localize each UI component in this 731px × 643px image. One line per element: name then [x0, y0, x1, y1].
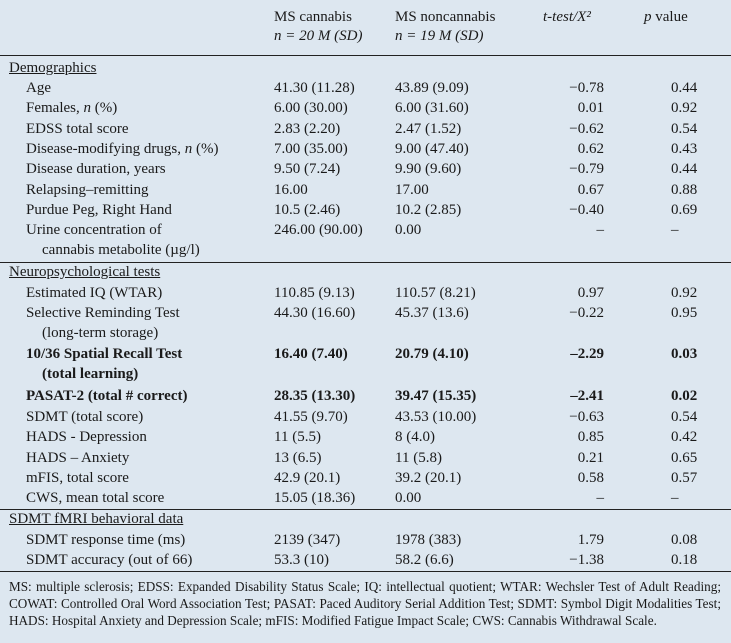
row-p-value: 0.18 — [671, 552, 698, 568]
row-label: Females, n (%) — [26, 100, 118, 116]
row-t-test: 0.01 — [577, 100, 604, 116]
header-ms-cannabis-n: n = 20 M (SD) — [274, 28, 363, 44]
row-ms-cannabis: 9.50 (7.24) — [274, 161, 341, 177]
row-p-value: 0.02 — [671, 388, 698, 404]
row-ms-noncannabis: 2.47 (1.52) — [395, 121, 462, 137]
row-label: Disease duration, years — [26, 161, 166, 177]
row-t-test: −1.38 — [569, 552, 604, 568]
row-p-value: 0.44 — [671, 80, 698, 96]
row-ms-noncannabis: 9.00 (47.40) — [395, 141, 469, 157]
row-label: SDMT (total score) — [26, 409, 144, 425]
row-ms-noncannabis: 43.53 (10.00) — [395, 409, 477, 425]
row-label: PASAT-2 (total # correct) — [26, 388, 188, 404]
section-sdmt-fmri: SDMT fMRI behavioral data — [9, 511, 184, 527]
row-ms-noncannabis: 58.2 (6.6) — [395, 552, 454, 568]
row-p-value: 0.08 — [671, 532, 698, 548]
row-ms-cannabis: 13 (6.5) — [274, 450, 322, 466]
row-label: Disease-modifying drugs, n (%) — [26, 141, 219, 157]
header-t-test: t-test/X² — [543, 9, 591, 25]
row-ms-noncannabis: 20.79 (4.10) — [395, 346, 469, 362]
row-t-test: −0.79 — [569, 161, 604, 177]
section-neuropsychological: Neuropsychological tests — [9, 264, 161, 280]
row-ms-noncannabis: 43.89 (9.09) — [395, 80, 469, 96]
row-label: Urine concentration of — [26, 222, 162, 238]
row-ms-cannabis: 6.00 (30.00) — [274, 100, 348, 116]
row-p-value: – — [671, 222, 679, 238]
header-ms-noncannabis-n: n = 19 M (SD) — [395, 28, 484, 44]
row-label: Purdue Peg, Right Hand — [26, 202, 172, 218]
row-p-value: 0.54 — [671, 121, 698, 137]
table-footnote: MS: multiple sclerosis; EDSS: Expanded Disability Status Scale; IQ: intellectual quotient; WTAR: Wechsler Test of Adult Reading; COWAT: Controlled Oral Word Association Test; PASAT: Paced Auditory Serial Addition Test; SDMT: Symbol Digit Modalities Test; HADS: Hospital Anxiety and Depression Scale; mFIS: Modified Fatigue Impact Scale; CWS: Cannabis Withdrawal Scale. — [9, 579, 721, 628]
header-rule — [0, 55, 731, 56]
row-label: Relapsing–remitting — [26, 182, 149, 198]
row-ms-noncannabis: 110.57 (8.21) — [395, 285, 476, 301]
row-ms-cannabis: 15.05 (18.36) — [274, 490, 356, 506]
row-label-continued: (long-term storage) — [42, 325, 159, 341]
row-label: SDMT accuracy (out of 66) — [26, 552, 193, 568]
row-p-value: 0.54 — [671, 409, 698, 425]
row-label-continued: (total learning) — [42, 366, 139, 382]
row-label: CWS, mean total score — [26, 490, 165, 506]
row-p-value: 0.43 — [671, 141, 698, 157]
row-ms-cannabis: 11 (5.5) — [274, 429, 321, 445]
row-ms-noncannabis: 0.00 — [395, 490, 422, 506]
row-ms-noncannabis: 45.37 (13.6) — [395, 305, 469, 321]
header-p-value: p value — [644, 9, 688, 25]
row-ms-cannabis: 44.30 (16.60) — [274, 305, 356, 321]
row-t-test: – — [596, 222, 604, 238]
row-p-value: 0.92 — [671, 285, 698, 301]
row-label: 10/36 Spatial Recall Test — [26, 346, 183, 362]
row-label: Age — [26, 80, 51, 96]
row-t-test: 0.21 — [577, 450, 604, 466]
row-ms-cannabis: 42.9 (20.1) — [274, 470, 341, 486]
row-t-test: −0.78 — [569, 80, 604, 96]
row-ms-cannabis: 16.00 — [274, 182, 308, 198]
row-ms-cannabis: 2.83 (2.20) — [274, 121, 341, 137]
row-t-test: –2.41 — [570, 388, 604, 404]
row-ms-noncannabis: 8 (4.0) — [395, 429, 435, 445]
row-ms-noncannabis: 11 (5.8) — [395, 450, 442, 466]
row-p-value: 0.69 — [671, 202, 698, 218]
row-t-test: 0.58 — [577, 470, 604, 486]
row-t-test: –2.29 — [570, 346, 604, 362]
row-t-test: −0.40 — [569, 202, 604, 218]
header-ms-cannabis: MS cannabis — [274, 9, 352, 25]
row-ms-cannabis: 2139 (347) — [274, 532, 341, 548]
row-ms-noncannabis: 39.47 (15.35) — [395, 388, 477, 404]
row-p-value: 0.95 — [671, 305, 698, 321]
row-label-continued: cannabis metabolite (µg/l) — [42, 242, 200, 258]
row-p-value: 0.44 — [671, 161, 698, 177]
row-label: EDSS total score — [26, 121, 129, 137]
row-label: HADS – Anxiety — [26, 450, 130, 466]
row-label: Estimated IQ (WTAR) — [26, 285, 163, 301]
row-p-value: 0.88 — [671, 182, 698, 198]
row-p-value: 0.57 — [671, 470, 698, 486]
row-ms-cannabis: 28.35 (13.30) — [274, 388, 356, 404]
row-ms-noncannabis: 1978 (383) — [395, 532, 462, 548]
row-label: mFIS, total score — [26, 470, 129, 486]
row-t-test: 0.97 — [577, 285, 604, 301]
row-t-test: −0.63 — [569, 409, 604, 425]
row-p-value: 0.03 — [671, 346, 698, 362]
row-t-test: 0.62 — [577, 141, 604, 157]
row-t-test: −0.62 — [569, 121, 604, 137]
row-t-test: 0.67 — [577, 182, 604, 198]
header-ms-noncannabis: MS noncannabis — [395, 9, 496, 25]
row-t-test: −0.22 — [569, 305, 604, 321]
row-label: Selective Reminding Test — [26, 305, 180, 321]
row-ms-noncannabis: 39.2 (20.1) — [395, 470, 462, 486]
row-label: SDMT response time (ms) — [26, 532, 186, 548]
row-ms-cannabis: 41.55 (9.70) — [274, 409, 348, 425]
row-ms-noncannabis: 17.00 — [395, 182, 429, 198]
row-ms-cannabis: 7.00 (35.00) — [274, 141, 348, 157]
row-ms-noncannabis: 9.90 (9.60) — [395, 161, 462, 177]
row-label: HADS - Depression — [26, 429, 147, 445]
row-p-value: 0.92 — [671, 100, 698, 116]
row-ms-noncannabis: 0.00 — [395, 222, 422, 238]
section-demographics: Demographics — [9, 60, 97, 76]
row-ms-cannabis: 53.3 (10) — [274, 552, 329, 568]
row-ms-cannabis: 16.40 (7.40) — [274, 346, 348, 362]
row-ms-cannabis: 41.30 (11.28) — [274, 80, 355, 96]
row-t-test: 0.85 — [577, 429, 604, 445]
row-ms-cannabis: 110.85 (9.13) — [274, 285, 355, 301]
row-ms-noncannabis: 10.2 (2.85) — [395, 202, 462, 218]
row-p-value: 0.42 — [671, 429, 698, 445]
row-t-test: 1.79 — [577, 532, 604, 548]
row-p-value: – — [671, 490, 679, 506]
row-ms-noncannabis: 6.00 (31.60) — [395, 100, 469, 116]
row-p-value: 0.65 — [671, 450, 698, 466]
row-t-test: – — [596, 490, 604, 506]
row-ms-cannabis: 246.00 (90.00) — [274, 222, 363, 238]
row-ms-cannabis: 10.5 (2.46) — [274, 202, 341, 218]
table-bottom-rule — [0, 571, 731, 572]
